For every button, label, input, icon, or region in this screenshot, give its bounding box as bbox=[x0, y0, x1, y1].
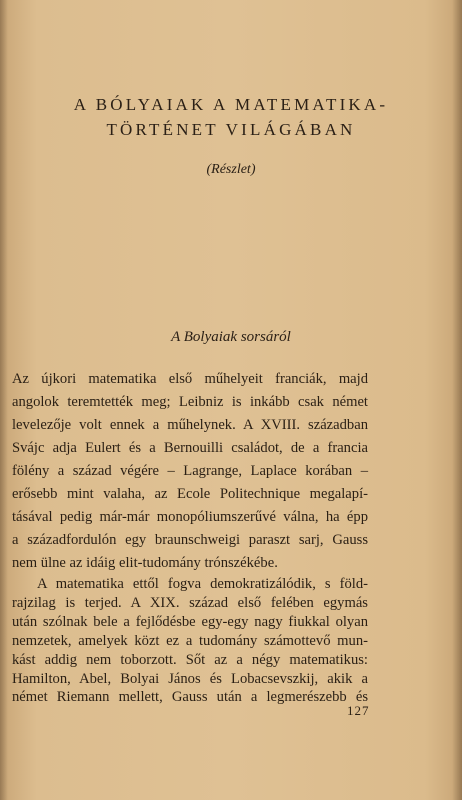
page-number: 127 bbox=[347, 703, 370, 718]
chapter-title-line-1: A BÓLYAIAK A MATEMATIKA- bbox=[73, 95, 389, 114]
text-line: Svájc adja Eulert és a Bernouilli családot, de a francia bbox=[12, 440, 368, 456]
text-line: Hamilton, Abel, Bolyai János és Lobacsevszkij, akik a bbox=[12, 670, 368, 687]
text-line: erősebb mint valaha, az Ecole Politechnique megalapí- bbox=[12, 486, 368, 502]
chapter-title-line-2: TÖRTÉNET VILÁGÁBAN bbox=[106, 120, 356, 139]
text-line: levelezője volt ennek a műhelynek. A XVIII. században bbox=[12, 417, 368, 433]
text-line: A matematika ettől fogva demokratizálódik, s föld- bbox=[37, 576, 368, 592]
section-heading: A Bolyaiak sorsáról bbox=[171, 329, 291, 345]
text-line: nem ülne az idáig elit-tudomány trónszékébe. bbox=[12, 555, 278, 571]
text-line: angolok teremtették meg; Leibniz is inkább csak német bbox=[12, 394, 368, 410]
text-line: fölény a század végére – Lagrange, Laplace korában – bbox=[12, 463, 368, 479]
text-line: német Riemann mellett, Gauss után a legmerészebb és bbox=[12, 689, 368, 706]
text-line: kást addig nem toborzott. Sőt az a négy matematikus: bbox=[12, 651, 368, 668]
text-line: nemzetek, amelyek közt ez a tudomány számottevő mun- bbox=[12, 632, 368, 649]
text-line: Az újkori matematika első műhelyeit franciák, majd bbox=[12, 371, 368, 387]
text-line: a századfordulón egy braunschweigi paraszt sarj, Gauss bbox=[12, 532, 368, 548]
chapter-subtitle: (Részlet) bbox=[206, 162, 256, 177]
text-line: tásával pedig már-már monopóliumszerűvé válna, ha épp bbox=[12, 509, 368, 525]
text-line: után szólnak bele a fejlődésbe egy-egy nagy fiukkal olyan bbox=[12, 613, 368, 630]
text-line: rajzilag is terjed. A XIX. század első felében egymás bbox=[12, 594, 368, 611]
